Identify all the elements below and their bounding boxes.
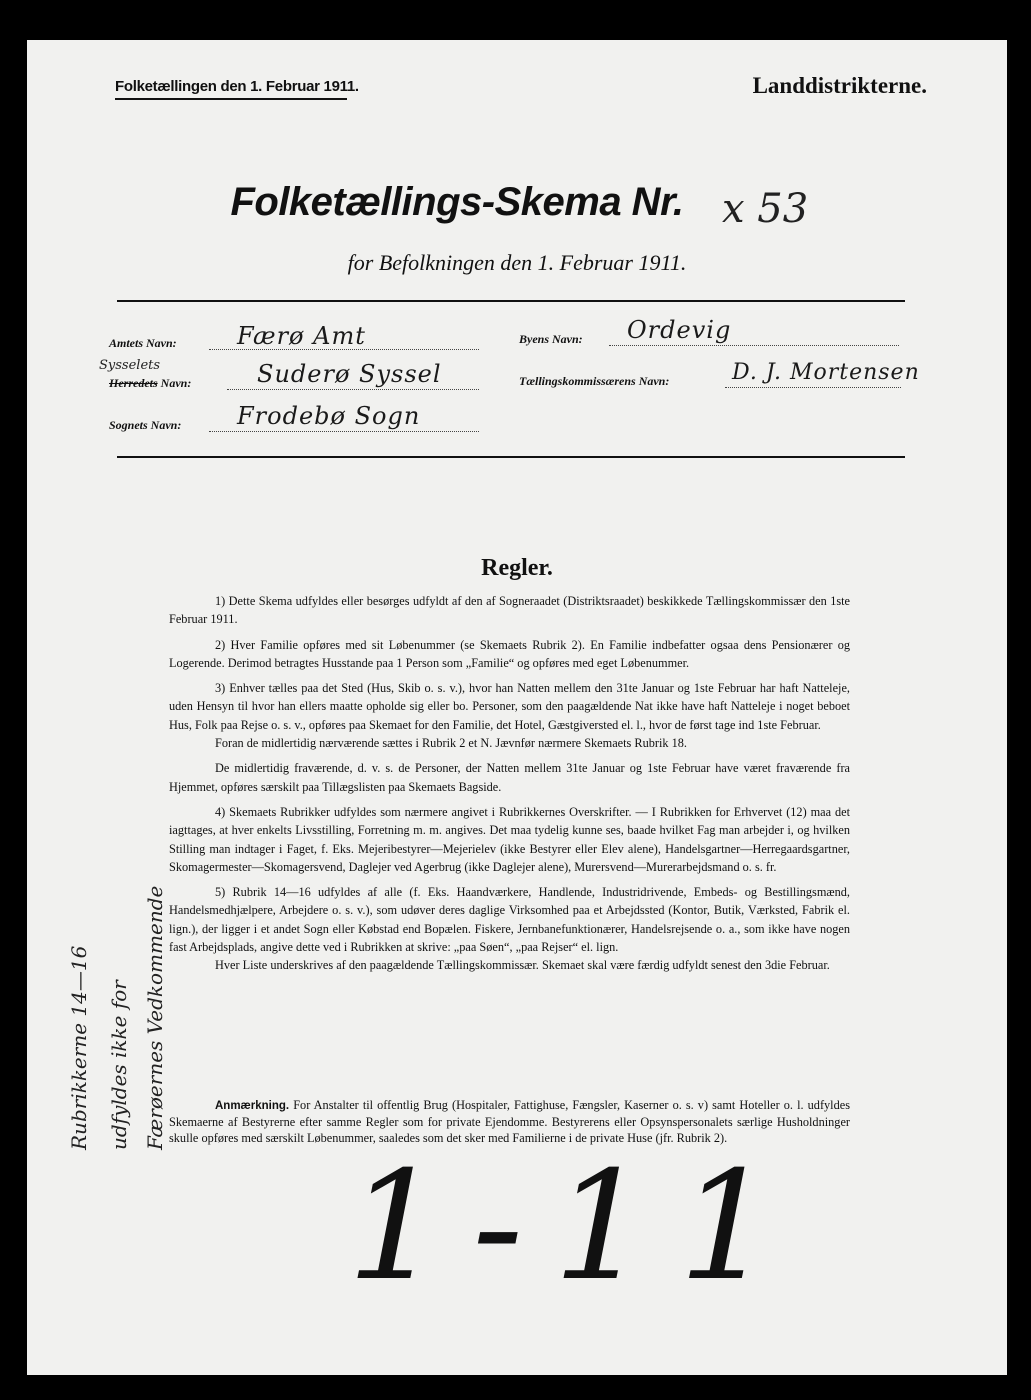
rule-3a: 3) Enhver tælles paa det Sted (Hus, Skib o. s. v.), hvor han Natten mellem den 31te Januar og 1ste Februar har haft Natteleje, uden Hensyn til hvor han ellers maatte opholde sig eller bo. Personer, som den paagældende Nat ikke have haft Natteleje i noget beboet Hus, Folk paa Rejse o. s. v., opføres paa Skemaet for den Familie, det Hotel, Gæstgiversted el. l., hvor de først tage ind 1ste Februar. [169,681,850,732]
kommissaer-value: D. J. Mortensen [732,360,920,385]
rule-5b: Hver Liste underskrives af den paagældende Tællingskommissær. Skemaet skal være færdig udfyldt senest den 3die Februar. [215,958,830,973]
note-text: For Anstalter til offentlig Brug (Hospitaler, Fattighuse, Fængsler, Kaserner o. s. v) samt Hoteller o. l. udfyldes Skemaerne af Bestyrerne efter samme Regler som for private Ejendomme. Bestyrerens eller Opsynspersonalets særlige Husholdninger skulle opføres med særskilt Løbenummer, saaledes som det sker med Familierne i de private Huse (jfr. Rubrik 2). [169,1098,850,1145]
rule-5a: 5) Rubrik 14—16 udfyldes af alle (f. Eks. Haandværkere, Handlende, Industridrivende, Embeds- og Bestillingsmænd, Handelsmedhjælpere, Arbejdere o. s. v.), som udøver deres daglige Virksomhed paa et Arbejdssted (Kontor, Butik, Værksted, Fabrik el. lign.), der ligger i et andet Sogn eller Købstad end Bopælen. Fiskere, Jernbanefunktionærer, Handelsrejsende o. a., som ikke have nogen fast Arbejdsplads, angive dette ved i Rubrikken at skrive: „paa Søen“, „paa Rejser“ el. lign. [169,885,850,955]
by-value: Ordevig [627,316,732,344]
margin-note-line-1: Rubrikkerne 14—16 [67,945,91,1150]
kommissaer-underline [725,386,901,388]
herred-underline [227,388,479,390]
rules-title: Regler. [481,555,553,581]
sogn-value: Frodebø Sogn [237,402,421,430]
amt-label: Amtets Navn: [109,336,177,350]
rule-2: 2) Hver Familie opføres med sit Løbenummer (se Skemaets Rubrik 2). En Familie indbefatter ogsaa dens Pensionærer og Logerende. Derimod betragtes Husstande paa 1 Person som „Familie“ og opføres med eget Løbenummer. [169,637,850,670]
header-census-date: Folketællingen den 1. Februar 1911. [115,78,359,95]
herred-value: Suderø Syssel [257,360,442,388]
amt-value: Færø Amt [237,322,366,350]
divider-bottom [117,456,905,458]
sogn-underline [209,430,479,432]
herred-label-correction: Sysselets [99,358,161,373]
kommissaer-label: Tællingskommissærens Navn: [519,374,670,388]
rule-3b: Foran de midlertidig nærværende sættes i Rubrik 2 et N. Jævnfør nærmere Skemaets Rubrik 18. [215,736,688,751]
herred-label-suffix: Navn: [160,376,192,390]
herred-label [109,376,191,391]
rules-body [169,592,850,982]
divider-top [117,300,905,302]
form-title [27,180,1007,225]
rule-1: 1) Dette Skema udfyldes eller besørges udfyldt af den af Sogneraadet (Distriktsraadet) beskikkede Tællingskommissær den 1ste Februar 1911. [169,594,850,627]
by-label: Byens Navn: [519,332,583,346]
header-district-type: Landdistrikterne. [752,73,927,98]
rule-4: 4) Skemaets Rubrikker udfyldes som nærmere angivet i Rubrikkernes Overskrifter. — I Rubrikken for Erhvervet (12) maa det iagttages, at hver enkelts Livsstilling, Forretning m. m. angives. Det maa tydelig kunne ses, baade hvilket Fag man arbejder i, og hvilken Stilling man indtager i Faget, f. Eks. Mejeribestyrer—Mejerielev (ikke Bestyrer eller Elev alene), Handelsgartner—Herregaardsgartner, Skomagermester—Skomagersvend, Daglejer ved Agerbrug (ikke Daglejer alene), Murersvend—Murerarbejdsmand o. s. fr. [169,804,850,874]
herred-label-struck: Herredets [109,376,158,390]
census-form-sheet [27,40,1007,1375]
annotation-note [169,1097,850,1146]
margin-note-line-2: udfyldes ikke for [107,980,131,1150]
handwritten-range: 1-11 [347,1140,804,1314]
form-title-text: Folketællings-Skema Nr. [230,180,684,224]
form-subtitle: for Befolkningen den 1. Februar 1911. [347,250,687,275]
note-label: Anmærkning. [215,1100,290,1112]
header-underline [115,98,347,100]
by-underline [609,344,899,346]
margin-note-line-3: Færøernes Vedkommende [143,885,167,1150]
sogn-label: Sognets Navn: [109,418,182,432]
rule-3c: De midlertidig fraværende, d. v. s. de Personer, der Natten mellem 31te Januar og 1ste Februar have været fraværende fra Hjemmet, opføres særskilt paa Tillægslisten paa Skemaets Bagside. [169,761,850,794]
handwritten-form-number: x 53 [722,186,809,232]
